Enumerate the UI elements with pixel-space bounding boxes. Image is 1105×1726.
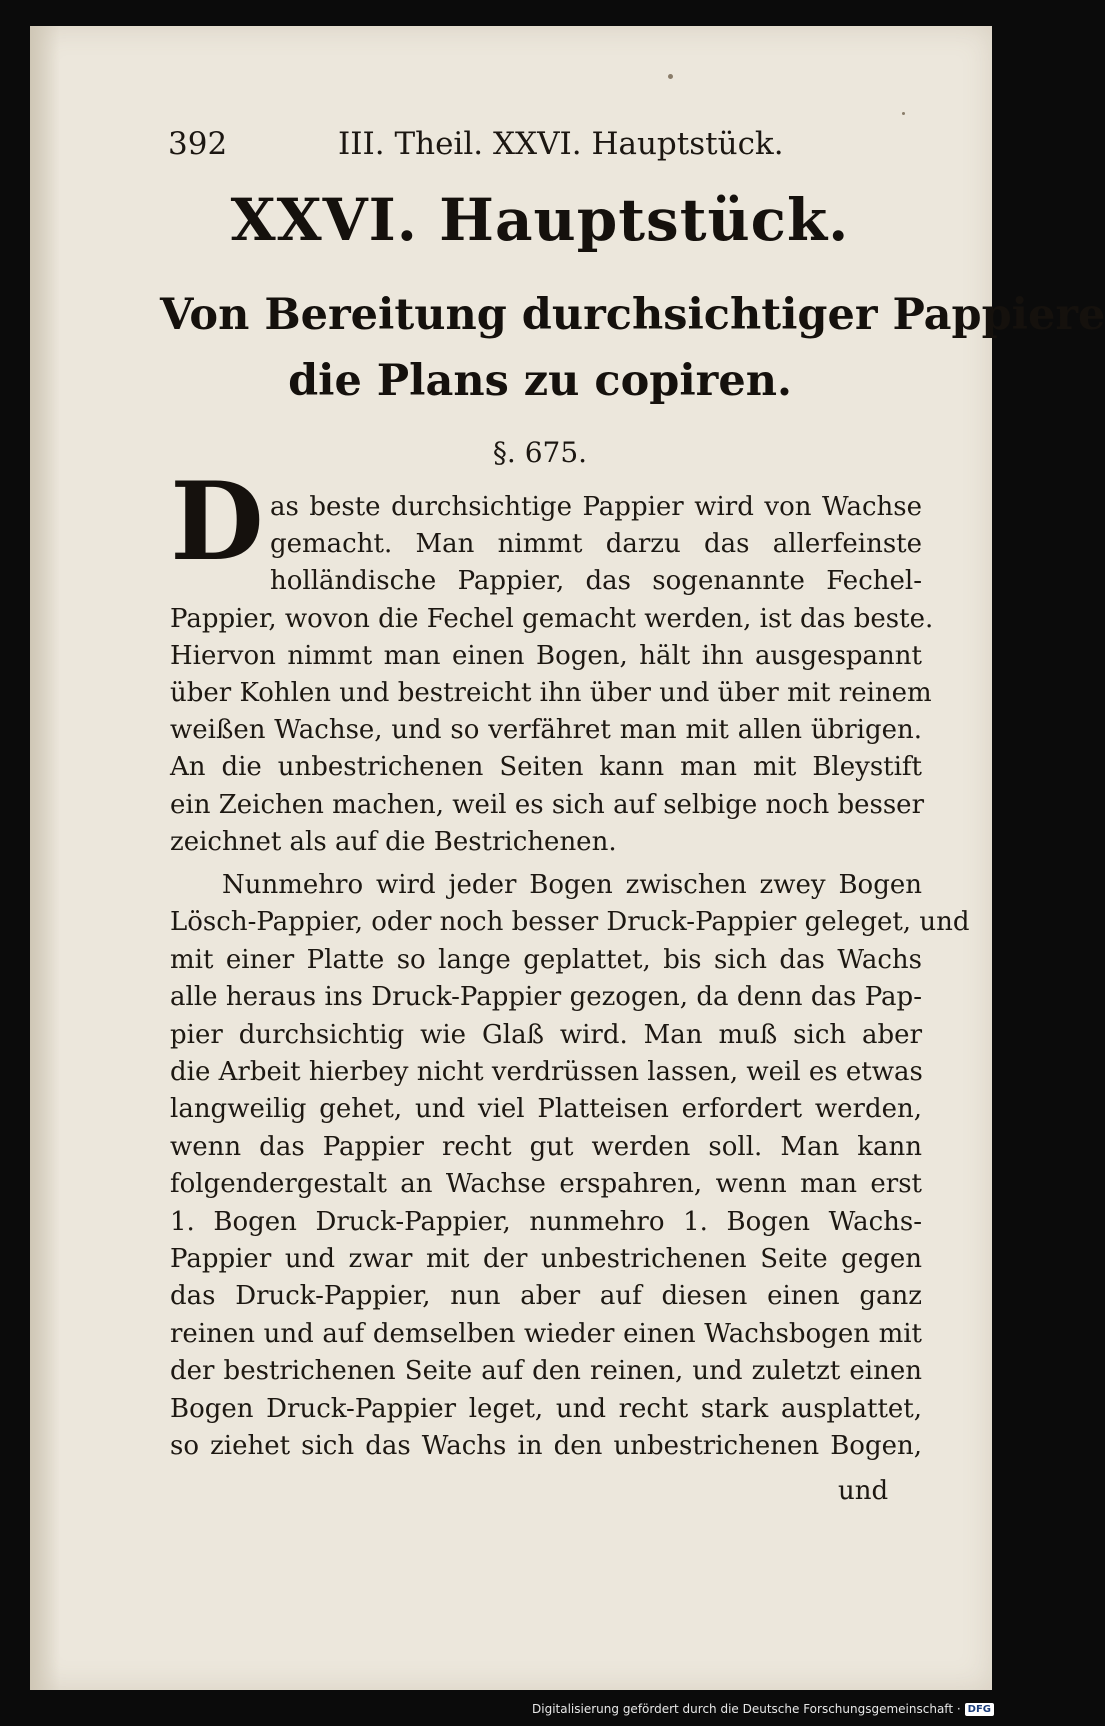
- text-line: holländische Pappier, das sogenannte Fechel-: [270, 566, 922, 597]
- text-line: alle heraus ins Druck-Pappier gezogen, da denn das Pap-: [170, 982, 922, 1013]
- drop-cap-initial: D: [170, 459, 264, 585]
- digitization-credit-text: Digitalisierung gefördert durch die Deutsche Forschungsgemeinschaft ·: [532, 1702, 961, 1716]
- running-head: [168, 126, 888, 170]
- text-line: weißen Wachse, und so verfähret man mit allen übrigen.: [170, 715, 922, 746]
- text-line: Bogen Druck-Pappier leget, und recht stark ausplattet,: [170, 1393, 922, 1424]
- text-line: 1. Bogen Druck-Pappier, nunmehro 1. Bogen Wachs-: [170, 1206, 922, 1237]
- paper-speck: [668, 74, 673, 79]
- running-title: III. Theil. XXVI. Hauptstück.: [338, 126, 784, 162]
- digitization-credit: [532, 1698, 994, 1720]
- text-line: Hiervon nimmt man einen Bogen, hält ihn ausgespannt: [170, 640, 922, 671]
- text-line: pier durchsichtig wie Glaß wird. Man muß sich aber: [170, 1019, 922, 1050]
- text-line: das Druck-Pappier, nun aber auf diesen einen ganz: [170, 1281, 922, 1312]
- text-line: Nunmehro wird jeder Bogen zwischen zwey Bogen: [222, 870, 922, 900]
- chapter-subtitle-line-1: Von Bereitung durchsichtiger Pappiere: [160, 290, 1105, 340]
- paper-speck: [902, 112, 905, 115]
- text-line: Lösch-Pappier, oder noch besser Druck-Pappier geleget, und: [170, 907, 970, 938]
- catchword: und: [838, 1476, 889, 1506]
- text-line: ein Zeichen machen, weil es sich auf selbige noch besser: [170, 789, 924, 820]
- text-line: langweilig gehet, und viel Platteisen erfordert werden,: [170, 1094, 922, 1125]
- page-number: 392: [168, 126, 228, 162]
- text-line: über Kohlen und bestreicht ihn über und über mit reinem: [170, 678, 932, 708]
- section-mark: §. 675.: [492, 436, 588, 469]
- text-line: Pappier und zwar mit der unbestrichenen Seite gegen: [170, 1244, 922, 1274]
- text-line: die Arbeit hierbey nicht verdrüssen lassen, weil es etwas: [170, 1057, 923, 1087]
- text-line: so ziehet sich das Wachs in den unbestrichenen Bogen,: [170, 1431, 922, 1461]
- text-line: Pappier, wovon die Fechel gemacht werden, ist das beste.: [170, 603, 934, 634]
- text-line: reinen und auf demselben wieder einen Wachsbogen mit: [170, 1318, 922, 1349]
- text-line: zeichnet als auf die Bestrichenen.: [170, 826, 617, 857]
- text-line: der bestrichenen Seite auf den reinen, und zuletzt einen: [170, 1356, 922, 1387]
- chapter-title: XXVI. Hauptstück.: [230, 186, 850, 254]
- text-line: folgendergestalt an Wachse erspahren, wenn man erst: [170, 1169, 922, 1200]
- text-line: An die unbestrichenen Seiten kann man mit Bleystift: [170, 752, 922, 783]
- text-line: gemacht. Man nimmt darzu das allerfeinste: [270, 529, 922, 560]
- page-gutter-shadow: [30, 26, 60, 1690]
- text-line: as beste durchsichtige Pappier wird von Wachse: [270, 492, 922, 522]
- text-line: wenn das Pappier recht gut werden soll. Man kann: [170, 1131, 922, 1162]
- text-line: mit einer Platte so lange geplattet, bis sich das Wachs: [170, 944, 922, 975]
- dfg-logo: DFG: [965, 1703, 994, 1716]
- chapter-subtitle-line-2: die Plans zu copiren.: [288, 356, 792, 406]
